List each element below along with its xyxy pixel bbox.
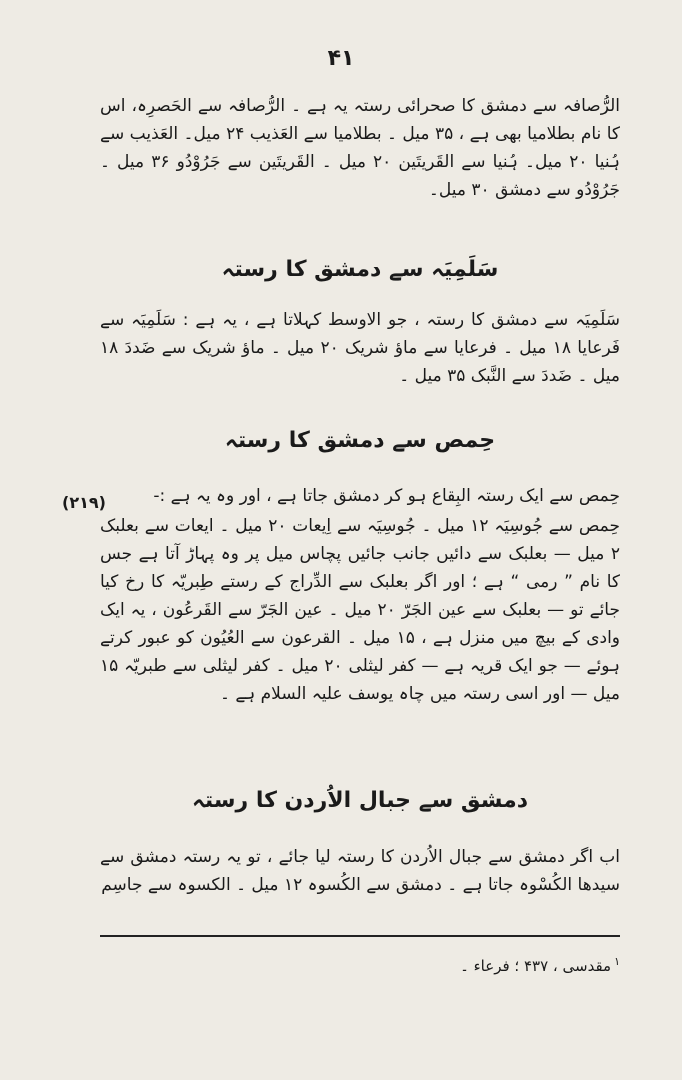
footnote-divider: [100, 935, 620, 937]
page-number: ۴۱: [327, 46, 355, 71]
heading-hims-route: حِمص سے دمشق کا رستہ: [224, 428, 496, 453]
footnote: [100, 955, 620, 975]
heading-salamiya-route: سَلَمِیَہ سے دمشق کا رستہ: [221, 257, 499, 282]
paragraph-hims-route: حِمص سے جُوسِیَہ ۱۲ میل ۔ جُوسِیَہ سے اِیعات ۲۰ میل ۔ ایعات سے بعلبک ۲ میل — بعلبک سے دائیں جانب جائیں پچاس میل پر وہ پہاڑ آتا ہے جس کا نام ” رمی “ ہے ؛ اور اگر بعلبک سے الدِّراج کے رستے طِبریّہ کا رخ کیا جائے تو — بعلبک سے عین الجَرّ ۲۰ میل ۔ عین الجَرّ سے القَرعُون ، یہ ایک وادی کے بیچ میں منزل ہے ، ۱۵ میل ۔ القرعون سے العُیُون کو عبور کرتے ہوئے — جو ایک قریہ ہے — کفر لیثلی ۲۰ میل ۔ کفر لیثلی سے طبریّہ ۱۵ میل — اور اسی رستہ میں چاہ یوسف علیہ السلام ہے ۔: [100, 516, 621, 704]
footnote-text: مقدسی ، ۴۳۷ ؛ فرعاء ۔: [460, 957, 612, 975]
paragraph-hims-intro: حِمص سے ایک رستہ البِقاع ہو کر دمشق جاتا ہے ، اور وہ یہ ہے :-: [153, 486, 620, 506]
heading-jordan-route: دمشق سے جبال الاُردن کا رستہ: [191, 788, 528, 813]
paragraph-salamiya-route: سَلَمِیَہ سے دمشق کا رستہ ، جو الاوسط کہلاتا ہے ، یہ ہے : سَلَمِیَہ سے فَرعایا ۱۸ میل ۔ فرعایا سے ماؤ شریک ۲۰ میل ۔ ماؤ شریک سے ضَددَ ۱۸ میل ۔ ضَددَ سے النَّبک ۳۵ میل ۔: [100, 310, 620, 386]
paragraph-jordan-route: اب اگر دمشق سے جبال الاُردن کا رستہ لیا جائے ، تو یہ رستہ دمشق سے سیدھا الکُسْوہ جاتا ہے ۔ دمشق سے الکُسوہ ۱۲ میل ۔ الکسوہ سے جاسِم: [100, 847, 620, 895]
paragraph-rusafa-route: الرُّصافہ سے دمشق کا صحرائی رستہ یہ ہے ۔ الرُّصافہ سے الحَصرِہ، اس کا نام بطلامیا بھی ہے ، ۳۵ میل ۔ بطلامیا سے العَذیب ۲۴ میل۔ العَذیب سے ہُنیا ۲۰ میل۔ ہُنیا سے القَریتَین ۲۰ میل ۔ القَریتَین سے جَرُوْدُو ۳۶ میل ۔ جَرُوْدُو سے دمشق ۳۰ میل۔: [100, 96, 620, 200]
margin-reference-number: (۲۱۹): [62, 493, 106, 512]
footnote-marker: ۱: [614, 955, 620, 968]
